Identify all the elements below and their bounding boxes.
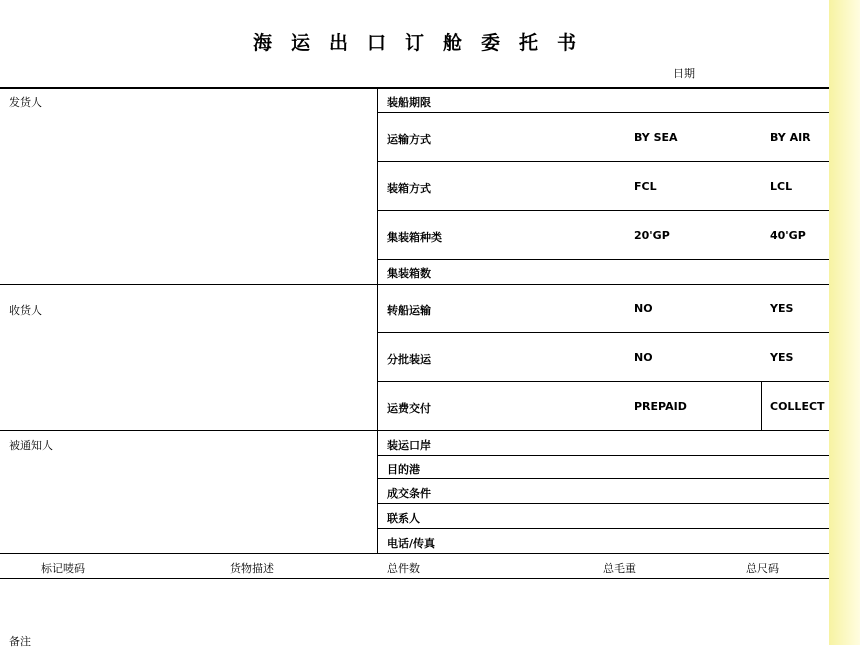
description-column-header: 货物描述 (230, 562, 274, 575)
row-divider (378, 528, 829, 529)
phone-fax-label: 电话/传真 (387, 537, 436, 550)
contact-label: 联系人 (387, 512, 420, 525)
trade-terms-label: 成交条件 (387, 487, 431, 500)
transshipment-label: 转船运输 (387, 304, 431, 317)
gross-weight-column-header: 总毛重 (603, 562, 636, 575)
container-type-label: 集装箱种类 (387, 231, 442, 244)
row-divider (378, 455, 829, 456)
partial-shipment-label: 分批装运 (387, 353, 431, 366)
date-label: 日期 (673, 67, 695, 80)
marks-column-header: 标记唛码 (41, 562, 85, 575)
page-title: 海运出口订舱委托书 (252, 32, 595, 54)
row-divider (378, 259, 829, 260)
packing-mode-label: 装箱方式 (387, 182, 431, 195)
row-divider (378, 503, 829, 504)
option-by-air[interactable]: BY AIR (770, 131, 811, 144)
section-divider (0, 284, 829, 285)
option-fcl[interactable]: FCL (634, 180, 657, 193)
destination-port-label: 目的港 (387, 463, 420, 476)
option-transship-yes[interactable]: YES (770, 302, 794, 315)
column-divider (377, 88, 378, 554)
notify-party-label: 被通知人 (9, 439, 53, 452)
measurement-column-header: 总尺码 (746, 562, 779, 575)
shipment-deadline-label: 装船期限 (387, 96, 431, 109)
remarks-label: 备注 (9, 635, 31, 648)
header-divider (0, 578, 829, 579)
top-rule (0, 87, 829, 89)
cell-divider (761, 381, 762, 431)
row-divider (378, 332, 829, 333)
option-collect[interactable]: COLLECT (770, 400, 825, 413)
option-by-sea[interactable]: BY SEA (634, 131, 678, 144)
option-transship-no[interactable]: NO (634, 302, 653, 315)
section-divider (0, 553, 829, 554)
option-lcl[interactable]: LCL (770, 180, 793, 193)
freight-payment-label: 运费交付 (387, 402, 431, 415)
option-prepaid[interactable]: PREPAID (634, 400, 687, 413)
consignee-label: 收货人 (9, 304, 42, 317)
loading-port-label: 装运口岸 (387, 439, 431, 452)
option-partial-yes[interactable]: YES (770, 351, 794, 364)
container-count-label: 集装箱数 (387, 267, 431, 280)
side-strip (829, 0, 860, 645)
shipper-label: 发货人 (9, 96, 42, 109)
option-partial-no[interactable]: NO (634, 351, 653, 364)
row-divider (378, 210, 829, 211)
packages-column-header: 总件数 (387, 562, 420, 575)
row-divider (378, 478, 829, 479)
option-40gp[interactable]: 40'GP (770, 229, 806, 242)
option-20gp[interactable]: 20'GP (634, 229, 670, 242)
transport-mode-label: 运输方式 (387, 133, 431, 146)
row-divider (378, 112, 829, 113)
row-divider (378, 161, 829, 162)
section-divider (0, 430, 829, 431)
